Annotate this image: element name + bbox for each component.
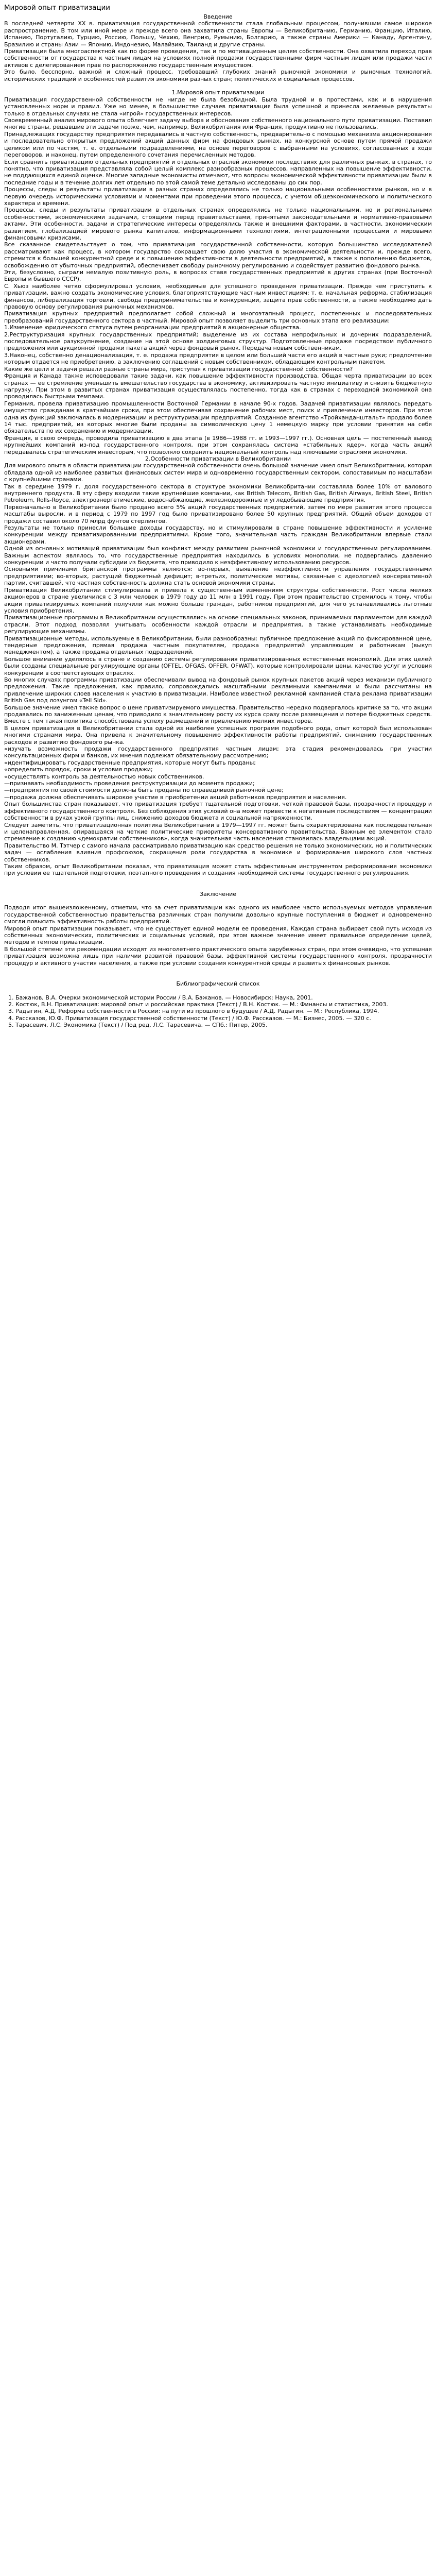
document-title: Мировой опыт приватизации — [4, 4, 110, 12]
chapter1-paragraph: Франция и Канада также исповедовали такие задачи, как повышение эффективности производства. Общая черта приватизации во всех странах — ее стремление уменьшить вмешательство государства в экономику, активизировать частную инициативу и снизить бюджетную нагрузку. При этом в развитых странах приватизация осуществлялась постепенно, тогда как в странах с переходной экономикой она проводилась быстрыми темпами. — [4, 372, 432, 400]
chapter2-paragraph: Во многих случаях программы приватизации обеспечивали вывод на фондовый рынок крупных пакетов акций через механизм публичного предложения. Такие предложения, как правило, сопровождались масштабными рекламными кампаниями и были рассчитаны на привлечение широких слоев населения к участию в приватизации. Наиболее известной рекламной кампанией стала реклама приватизации British Gas под лозунгом «Tell Sid». — [4, 676, 432, 704]
chapter1-section — [4, 89, 432, 455]
bibliography-item: 1. Бажанов, В.А. Очерки экономической истории России / В.А. Бажанов. — Новосибирск: Наука, 2001. — [15, 994, 432, 1001]
conclusion-heading: Заключение — [199, 890, 237, 897]
spacer — [4, 967, 432, 973]
chapter2-paragraph: Одной из основных мотиваций приватизации был конфликт между развитием рыночной экономики и государственным регулированием. Важным аспектом являлось то, что государственные предприятия находились в условиях монополии, не подвергались давлению конкуренции и часто получали субсидии из бюджета, что приводило к неэффективному использованию ресурсов. — [4, 545, 432, 566]
chapter2-paragraph: Первоначально в Великобритании было продано всего 5% акций государственных предприятий, затем по мере развития этого процесса масштабы выросли, и в период с 1979 по 1997 год было приватизировано более 50 крупных предприятий. Общий объем доходов от продажи составил около 70 млрд фунтов стерлингов. — [4, 503, 432, 524]
chapter2-paragraph: Приватизация Великобритании стимулировала и привела к существенным изменениям структуры собственности. Рост числа мелких акционеров в стране увеличился с 3 млн человек в 1979 году до 11 млн в 1991 году. При этом правительство стремилось к тому, чтобы акции приватизируемых компаний получили как можно больше граждан, работников предприятий, для чего устанавливались льготные условия приобретения. — [4, 586, 432, 614]
chapter1-paragraph: 2.Реструктуризация крупных государственных предприятий; выделение из их состава непрофильных и дочерних подразделений, последовательное разукрупнение, создание на этой основе холдинговых структур. Подготовленные продаже посредством публичного предложения или аукционной продажи пакета акций через фондовый рынок. Передача новым собственникам. — [4, 331, 432, 352]
bibliography-list — [4, 994, 432, 1029]
intro-heading: Введение — [203, 13, 233, 20]
chapter2-paragraph: —признавать необходимость проведения реструктуризации до момента продажи; — [4, 780, 255, 787]
bibliography-heading: Библиографический список — [176, 980, 260, 987]
intro-paragraph: Это было, бесспорно, важной и сложный процесс, требовавший глубоких знаний рыночной экономики и рыночных технологий, исторических традиций и особенностей развития экономики разных стран; политических и социальных процессов. — [4, 69, 432, 82]
document-page — [0, 0, 436, 1039]
chapter1-heading: 1.Мировой опыт приватизации — [171, 89, 265, 96]
chapter1-paragraph: Процессы, следы и результаты приватизации в разных странах определялись не только национальными особенностями рынков, но и в первую очередь историческими условиями и моментами при проведении этого процесса, с учетом общеэкономического и политического характера и времени. — [4, 186, 432, 207]
chapter1-paragraph: Своевременный анализ мирового опыта облегчает задачу выбора и обоснования собственного национального пути приватизации. Поставил многие страны, решавшие эти задачи позже, чем, например, Великобритания или Франция, продуктивно не пользовались. — [4, 117, 432, 131]
chapter2-paragraph: Приватизационные методы, используемые в Великобритании, были разнообразны: публичное предложение акций по фиксированной цене, тендерные предложения, прямая продажа частным покупателям, продажа предприятий управляющим и работникам (выкуп менеджментом), а также продажа отдельных подразделений. — [4, 635, 432, 656]
bibliography-item: 4. Рассказов, Ю.Ф. Приватизация государственной собственности (Текст) / Ю.Ф. Рассказов. — М.: Бизнес, 2005. — 320 с. — [15, 1015, 432, 1022]
conclusion-paragraph: Мировой опыт приватизации показывает, что не существует единой модели ее проведения. Каждая страна выбирает свой путь исходя из собственных экономических, политических и социальных условий, при этом важное значение имеет правильное определение целей, методов и темпов приватизации. — [4, 925, 432, 946]
chapter1-paragraph: Какие же цели и задачи решали разные страны мира, приступая к приватизации государственной собственности? — [4, 365, 353, 372]
chapter2-paragraph: —продажа должна обеспечивать широкое участие в приобретении акций работников предприятия и населения. — [4, 793, 347, 801]
chapter2-paragraph: «изучать возможность продажи государственного предприятия частным лицам; эта стадия рекомендовалась при участии консультационных фирм и банков, их мнения подлежат обязательному рассмотрению; — [4, 745, 432, 759]
conclusion-paragraph: В большой степени эти рекомендации исходят из многолетнего практического опыта зарубежных стран, при этом очевидно, что успешная приватизация возможна лишь при наличии развитой правовой базы, эффективной системы государственного контроля, прозрачности процедур и активного участия населения, а также при условии создания конкурентной среды и развитых финансовых рынков. — [4, 945, 432, 967]
chapter1-paragraph: Франция, в свою очередь, проводила приватизацию в два этапа (в 1986—1988 гг. и 1993—1997 гг.). Основная цель — постепенный вывод крупнейших компаний из-под государственного контроля, при этом сохранялась система «стабильных ядер», когда часть акций передавалась стратегическим инвесторам, что позволяло сохранить национальный контроль над ключевыми отраслями экономики. — [4, 434, 432, 455]
chapter2-paragraph: «осуществлять контроль за деятельностью новых собственников. — [4, 773, 204, 780]
chapter2-paragraph: «определить порядок, сроки и условия продажи; — [4, 766, 153, 773]
spacer — [4, 877, 432, 884]
chapter2-heading: 2.Особенности приватизации в Великобритании — [145, 455, 291, 462]
spacer — [4, 897, 432, 904]
intro-paragraph: Приватизация была многоаспектной как по форме проведения, так и по мотивационным целям собственности. Она охватила переход прав собственности от государства к частным лицам на условиях полной продажи государственными фирм частным лицам или продажи части активов с делегированием прав по распоряжению государственным имуществом. — [4, 48, 432, 69]
chapter1-paragraph: Процессы, следы и результаты приватизации в отдельных странах определялись не только национальными, но и региональными особенностями, экономическими задачами, стоящими перед правительствами, принятыми законодательными и нормативно-правовыми актами. Эти особенности, задачи и стратегические интересы определялись также и внешними факторами, в частности, экономическим развитием, глобализацией мирового рынка капиталов, информационными технологиями, интеграционными процессами и мировыми финансовыми кризисами. — [4, 207, 432, 241]
chapter1-paragraph: Эти, безусловно, сыграли немалую позитивную роль, в вопросах ставя государственных предприятий в других странах (при Восточной Европы и бывшего СССР). — [4, 269, 432, 283]
chapter2-paragraph: Большое внимание уделялось в стране и созданию системы регулирования приватизированных естественных монополий. Для этих целей были созданы специальные регулирующие органы (OFTEL, OFGAS, OFFER, OFWAT), которые контролировали цены, качество услуг и условия конкуренции в соответствующих отраслях. — [4, 655, 432, 676]
chapter2-paragraph: Основными причинами британской программы являются: во-первых, выявление неэффективности управления государственными предприятиями; во-вторых, растущий бюджетный дефицит; в-третьих, политические мотивы, связанные с идеологией консервативной партии, считавшей, что частная собственность должна стать основой экономики страны. — [4, 566, 432, 587]
chapter2-paragraph: Правительство М. Тэтчер с самого начала рассматривало приватизацию как средство решения не только экономических, но и политических задач — ослабления влияния профсоюзов, сокращения роли государства в экономике и формирования широкого слоя частных собственников. — [4, 842, 432, 863]
conclusion-section — [4, 891, 432, 967]
chapter1-paragraph: Все сказанное свидетельствует о том, что приватизация государственной собственности, которую большинство исследователей рассматривают как процесс, в котором государство сокращает свою долю участия в экономической деятельности и, прежде всего, стремится к большей конкурентной среде и к повышению эффективности в деятельности предприятий, а также к пополнению бюджетов, освобождению от убыточных предприятий, обеспечивает свободу рыночному регулированию и содействует развитию фондового рынка. — [4, 241, 432, 269]
chapter1-paragraph: С. Хьюз наиболее четко сформулировал условия, необходимые для успешного проведения приватизации. Прежде чем приступить к приватизации, важно создать экономические условия, благоприятствующие частным инвестициям: т. е. начальная реформа, стабилизация финансов, либерализация торговли, свобода предпринимательства и конкуренции, защита прав собственности, а также необходимо дать правовую основу регулирования рыночных механизмов. — [4, 282, 432, 311]
chapter2-paragraph: В целом приватизация в Великобритании стала одной из наиболее успешных программ подобного рода, опыт которой был использован многими странами мира. Она привела к значительному повышению эффективности работы предприятий, снижению государственных расходов и развитию фондового рынка. — [4, 724, 432, 745]
chapter2-paragraph: Таким образом, опыт Великобритании показал, что приватизация может стать эффективным инструментом реформирования экономики при условии ее тщательной подготовки, поэтапного проведения и создания необходимой системы государственного регулирования. — [4, 862, 432, 877]
bibliography-section — [4, 980, 432, 1029]
chapter2-paragraph: «идентифицировать государственные предприятия, которые могут быть проданы; — [4, 759, 256, 766]
chapter2-paragraph: Так в середине 1979 г. доля государственного сектора в структуре экономики Великобритании составляла более 10% от валового внутреннего продукта. В эту сферу входили такие крупнейшие компании, как British Telecom, British Gas, British Airways, British Steel, British Petroleum, Rolls-Royce, электроэнергетические, водоснабжающие, железнодорожные и угледобывающие предприятия. — [4, 483, 432, 504]
chapter2-paragraph: —предприятия по своей стоимости должны быть проданы по справедливой рыночной цене; — [4, 787, 284, 794]
chapter1-paragraph: Приватизация государственной собственности не нигде не была безобидной. Была трудной и в протестами, как и в нарушения установленных норм и правил. Уже но менее, в большинстве случаев приватизация была успешной и принесла желаемые результаты только в отдельных случаях не стала «игрой» государственных интересов. — [4, 96, 432, 117]
spacer — [4, 82, 432, 89]
chapter2-paragraph: Следует заметить, что приватизационная политика Великобритании в 1979—1997 гг. может быть охарактеризована как последовательная и целенаправленная, опиравшаяся на четкие политические приоритеты консервативного правительства. Важным ее элементом стало стремление к созданию «демократии собственников», когда значительная часть населения становилась владельцами акций. — [4, 821, 432, 842]
chapter1-paragraph: 1.Изменение юридического статуса путем реорганизации предприятий в акционерные общества. — [4, 324, 301, 331]
spacer — [4, 987, 432, 994]
chapter2-paragraph: Большое значение имел также вопрос о цене приватизируемого имущества. Правительство нередко подвергалось критике за то, что акции продавались по заниженным ценам, что приводило к значительному росту их курса сразу после размещения и потере бюджетных средств. Вместе с тем такая политика способствовала успеху размещений и привлечению мелких инвесторов. — [4, 704, 432, 725]
conclusion-paragraph: Подводя итог вышеизложенному, отметим, что за счет приватизации как одного из наиболее часто используемых методов управления государственной собственностью правительства различных стран получили довольно крупные поступления в бюджет и одновременно смогли повысить эффективность работы предприятий. — [4, 904, 432, 925]
intro-section — [4, 13, 432, 82]
intro-paragraph: В последней четверти XX в. приватизация государственной собственности стала глобальным процессом, получившим самое широкое распространение. В том или иной мере и прежде всего она захватила страны Европы — Великобританию, Германию, Францию, Италию, Испанию, Португалию, Турцию, Россию, Польшу, Чехию, Венгрию, Румынию, Болгарию, а также страны Америки — Канаду, Аргентину, Бразилию и страны Азии — Японию, Индонезию, Малайзию, Таиланд и другие страны. — [4, 20, 432, 48]
bibliography-item: 2. Костюк, В.Н. Приватизация: мировой опыт и российская практика (Текст) / В.Н. Костюк. — М.: Финансы и статистика, 2003. — [15, 1001, 432, 1008]
chapter1-paragraph: Если сравнить приватизацию отдельных предприятий и отдельных отраслей экономики последствиях для различных рынках, в странах, то понятно, что приватизация представляла собой целый комплекс разнообразных процессов, направленных на повышение эффективности, не поддающихся единой оценке. Многие западные экономисты отмечают, что вопросы экономической эффективности приватизации были в последние годы и в течение долгих лет отдельно по этой самой теме детально исследованы до сих пор. — [4, 158, 432, 186]
bibliography-item: 5. Тарасевич, Л.С. Экономика (Текст) / Под ред. Л.С. Тарасевича. — СПб.: Питер, 2005. — [15, 1022, 432, 1028]
chapter1-paragraph: Германия, провела приватизацию промышленности Восточной Германии в начале 90-х годов. Задачей приватизации являлось передать имущество гражданам в кратчайшие сроки, при этом обеспечивая сохранение рабочих мест, поиск и привлечение инвесторов. При этом одна из функций заключалась в модернизации и реструктуризации предприятий. Созданное агентство «Тройханданштальт» продало более 14 тыс. предприятий, из которых многие были проданы за символическую цену 1 немецкую марку при условии принятия на себя обязательств по их сохранению и модернизации. — [4, 400, 432, 435]
chapter1-paragraph: Приватизация крупных предприятий предполагает собой сложный и многоэтапный процесс, постепенных и последовательных преобразований государственного сектора в частный. Мировой опыт позволяет выделить три основных этапа его реализации: — [4, 310, 432, 324]
chapter1-paragraph: Принадлежащих государству предприятия передавались в частную собственность, предварительно с помощью механизма акционирования и последовательно открытых предложений акций данных фирм на фондовых рынках, на конкурсной основе путем прямой продажи целиком или по частям, т. е. отдельными подразделениями, на основе переговоров с выбранными на условиях, согласованных в ходе переговоров, и наконец, путем определенного сочетания перечисленных методов. — [4, 130, 432, 159]
chapter2-paragraph: Результаты не только принесли большие доходы государству, но и стимулировали в стране повышение эффективности и усиление конкуренции между приватизированными предприятиями. Кроме того, значительная часть граждан Великобритании впервые стали акционерами. — [4, 524, 432, 545]
chapter2-paragraph: Для мирового опыта в области приватизации государственной собственности очень большой значение имел опыт Великобритании, которая обладала одной из наиболее развитых финансовых систем мира и одновременно государственным сектором, сопоставимым по масштабам с крупнейшими странами. — [4, 462, 432, 483]
bibliography-item: 3. Радыгин, А.Д. Реформа собственности в России: на пути из прошлого в будущее / А.Д. Радыгин. — М.: Республика, 1994. — [15, 1008, 432, 1014]
spacer — [4, 973, 432, 980]
chapter2-paragraph: Опыт большинства стран показывает, что приватизация требует тщательной подготовки, четкой правовой базы, прозрачности процедур и эффективного государственного контроля. Без соблюдения этих условий она может привести к негативным последствиям — концентрации собственности в руках узкой группы лиц, снижению доходов бюджета и социальной напряженности. — [4, 801, 432, 822]
chapter1-paragraph: 3.Наконец, собственно денационализация, т. е. продажа предприятия в целом или больший части его акций в частные руки; предпочтение которым отдается не приобретению, а заключению соглашений с новым собственником, обладающим контрольным пакетом. — [4, 351, 432, 366]
chapter2-section — [4, 455, 432, 877]
chapter2-paragraph: Приватизационные программы в Великобритании осуществлялись на основе специальных законов, принимаемых парламентом для каждой отрасли. Этот подход позволял учитывать особенности каждой отрасли и предприятия, а также устанавливать необходимые регулирующие механизмы. — [4, 614, 432, 635]
spacer — [4, 884, 432, 890]
